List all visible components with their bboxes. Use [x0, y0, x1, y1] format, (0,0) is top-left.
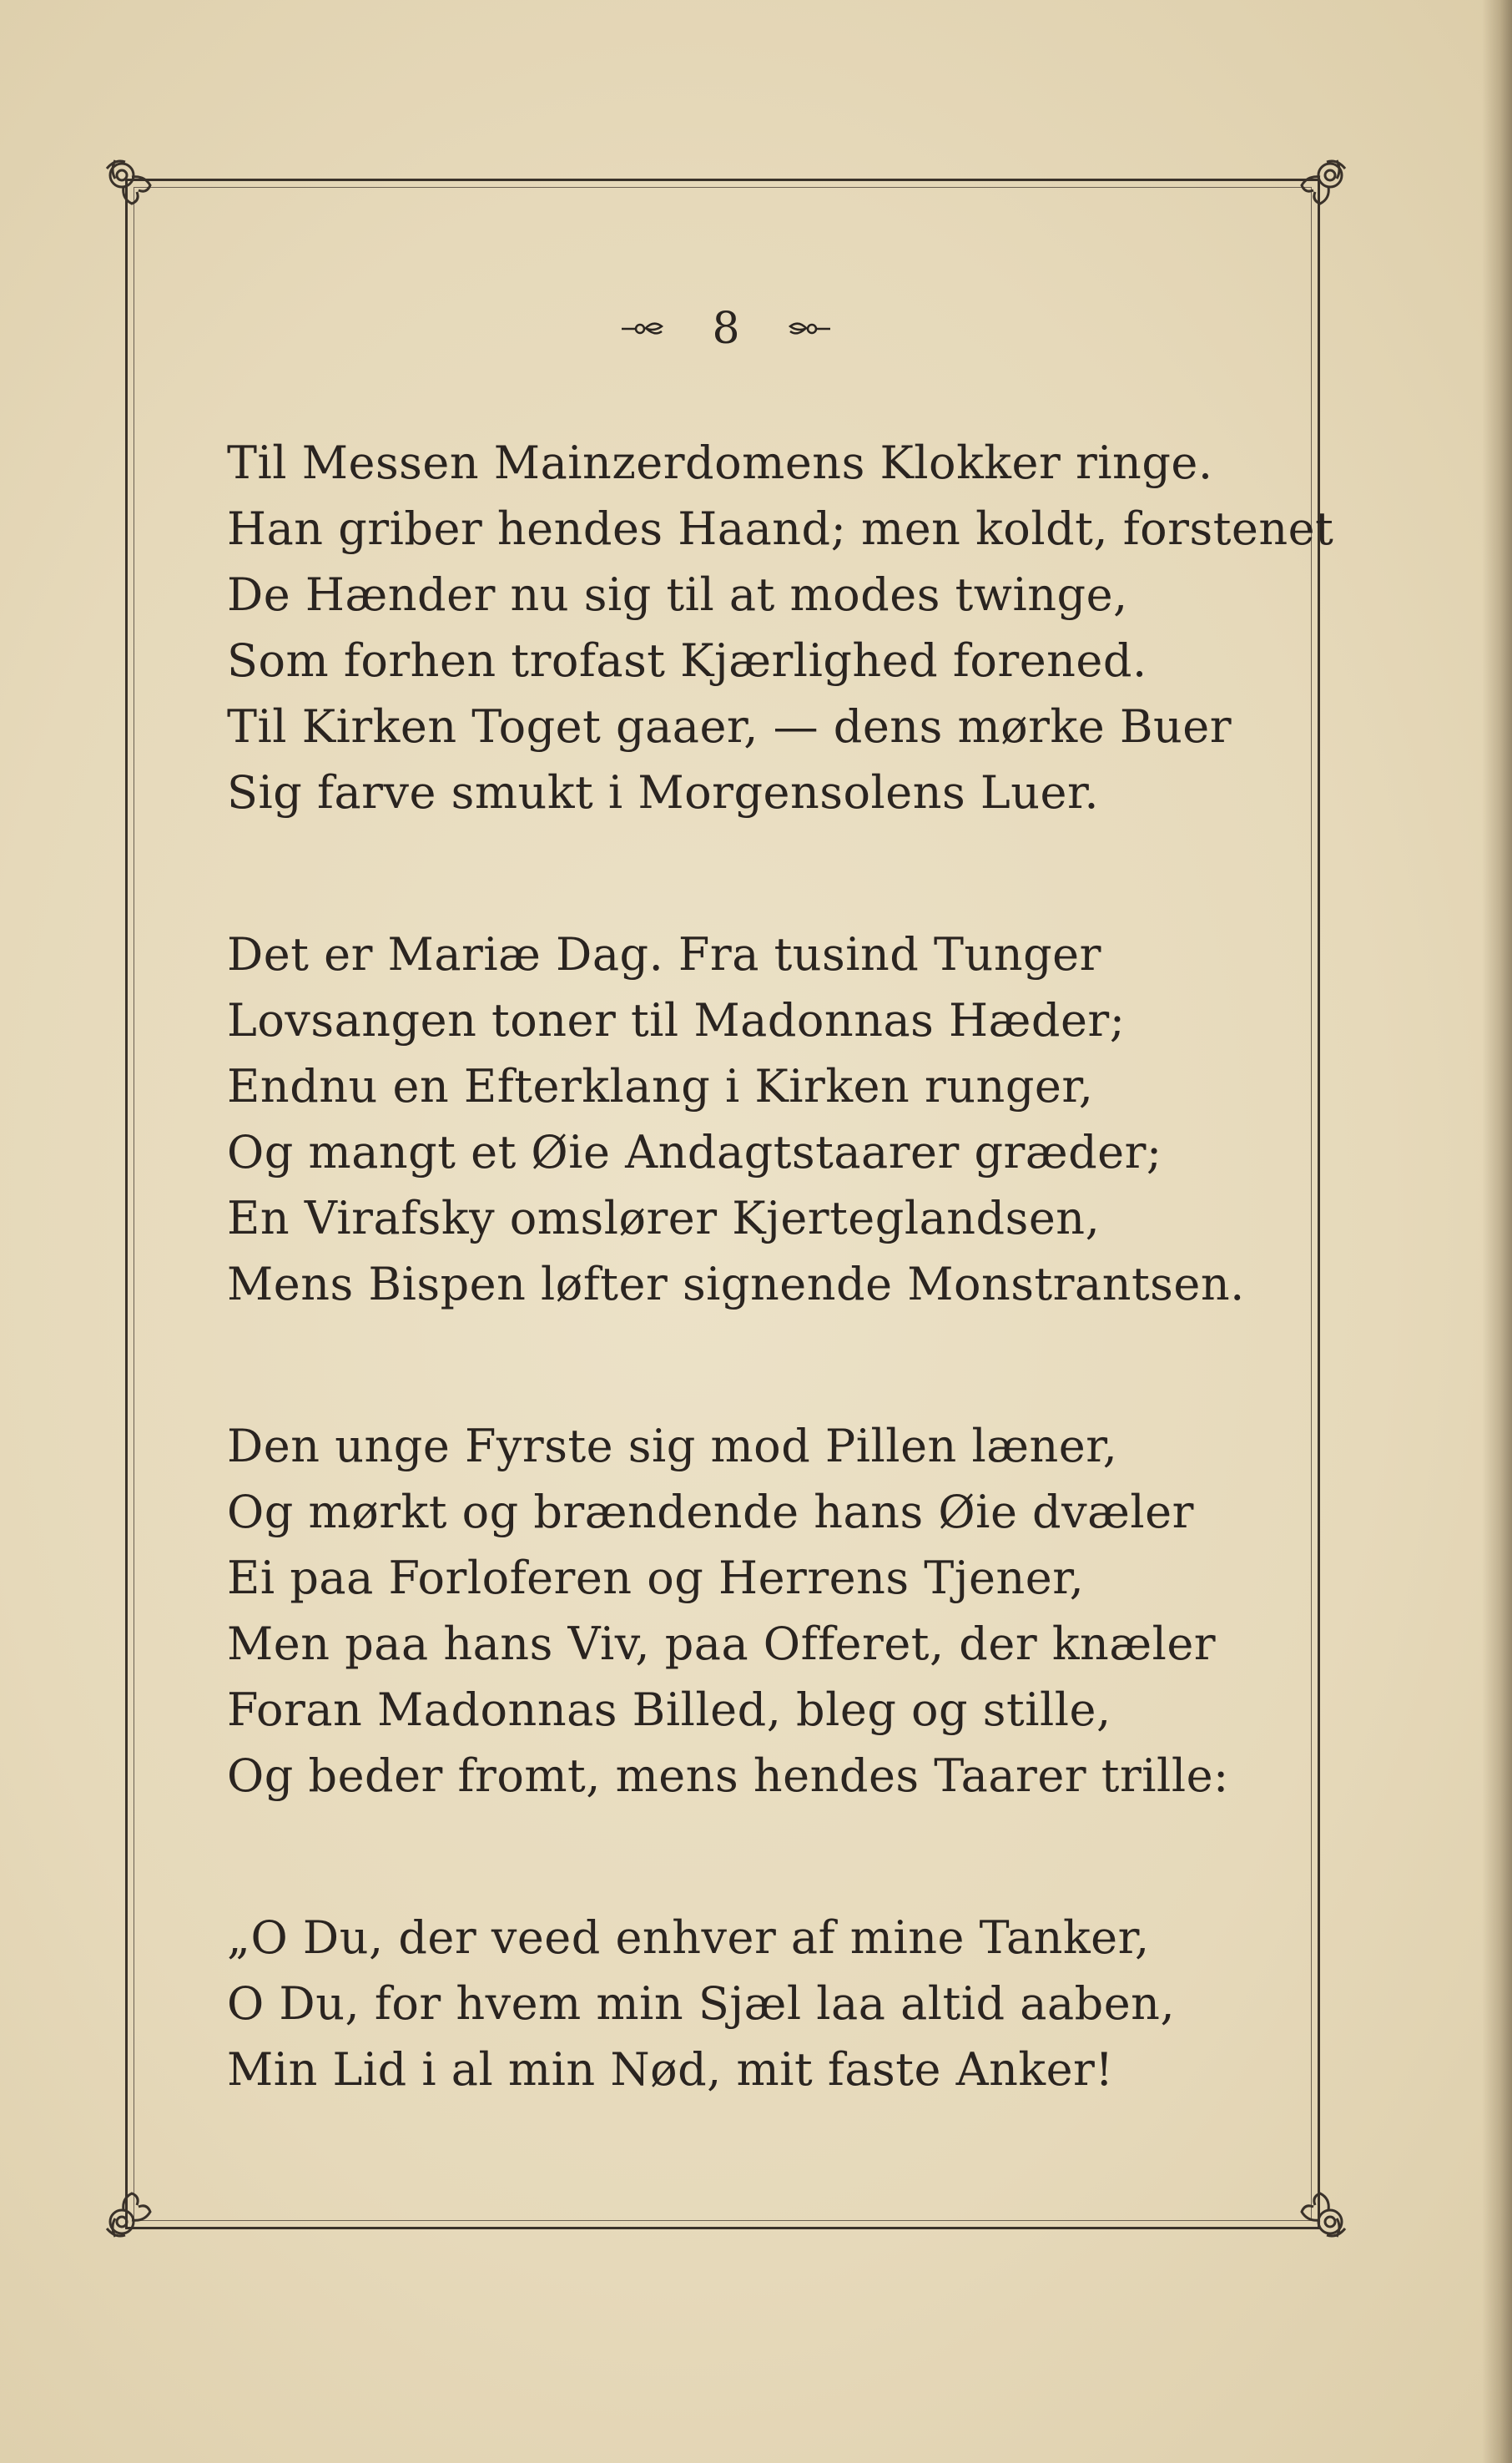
poem-line: De Hænder nu sig til at modes twinge, — [227, 568, 1128, 621]
poem-line: Og beder fromt, mens hendes Taarer trille: — [227, 1749, 1229, 1802]
poem-line: Men paa hans Viv, paa Offeret, der knæler — [227, 1618, 1217, 1670]
poem-line: Til Kirken Toget gaaer, — dens mørke Buer — [227, 700, 1232, 753]
poem-line: Min Lid i al min Nød, mit faste Anker! — [227, 2043, 1114, 2096]
corner-ornament-icon — [1278, 152, 1353, 227]
header-ornament-left-icon — [618, 316, 668, 341]
poem-text — [227, 430, 1334, 2198]
poem-line: En Virafsky omslører Kjerteglandsen, — [227, 1192, 1101, 1244]
header-ornament-right-icon — [784, 316, 834, 341]
stanza — [227, 1413, 1229, 1809]
poem-line: Til Messen Mainzerdomens Klokker ringe. — [227, 437, 1213, 489]
poem-line: Som forhen trofast Kjærlighed forened. — [227, 634, 1147, 687]
poem-line: Han griber hendes Haand; men koldt, forstenet — [227, 502, 1334, 555]
corner-ornament-icon — [98, 152, 174, 227]
page-number: 8 — [712, 303, 740, 354]
corner-ornament-icon — [1278, 2170, 1353, 2245]
poem-line: Det er Mariæ Dag. Fra tusind Tunger — [227, 928, 1101, 981]
poem-line: Den unge Fyrste sig mod Pillen læner, — [227, 1420, 1118, 1472]
poem-line: O Du, for hvem min Sjæl laa altid aaben, — [227, 1977, 1176, 2030]
poem-line: Og mangt et Øie Andagtstaarer græder; — [227, 1126, 1162, 1179]
stanza — [227, 1905, 1212, 2102]
poem-line: „O Du, der veed enhver af mine Tanker, — [227, 1911, 1150, 1964]
poem-line: Og mørkt og brændende hans Øie dvæler — [227, 1486, 1194, 1538]
poem-line: Lovsangen toner til Madonnas Hæder; — [227, 994, 1126, 1047]
corner-ornament-icon — [98, 2170, 174, 2245]
poem-line: Foran Madonnas Billed, bleg og stille, — [227, 1683, 1111, 1736]
poem-line: Sig farve smukt i Morgensolens Luer. — [227, 766, 1100, 819]
stanza — [227, 921, 1245, 1317]
poem-line: Ei paa Forloferen og Herrens Tjener, — [227, 1552, 1085, 1604]
stanza — [227, 430, 1334, 825]
page-edge-shadow — [1482, 0, 1512, 2463]
poem-line: Endnu en Efterklang i Kirken runger, — [227, 1060, 1094, 1113]
page-number-header — [0, 300, 1452, 354]
poem-line: Mens Bispen løfter signende Monstrantsen. — [227, 1258, 1245, 1310]
